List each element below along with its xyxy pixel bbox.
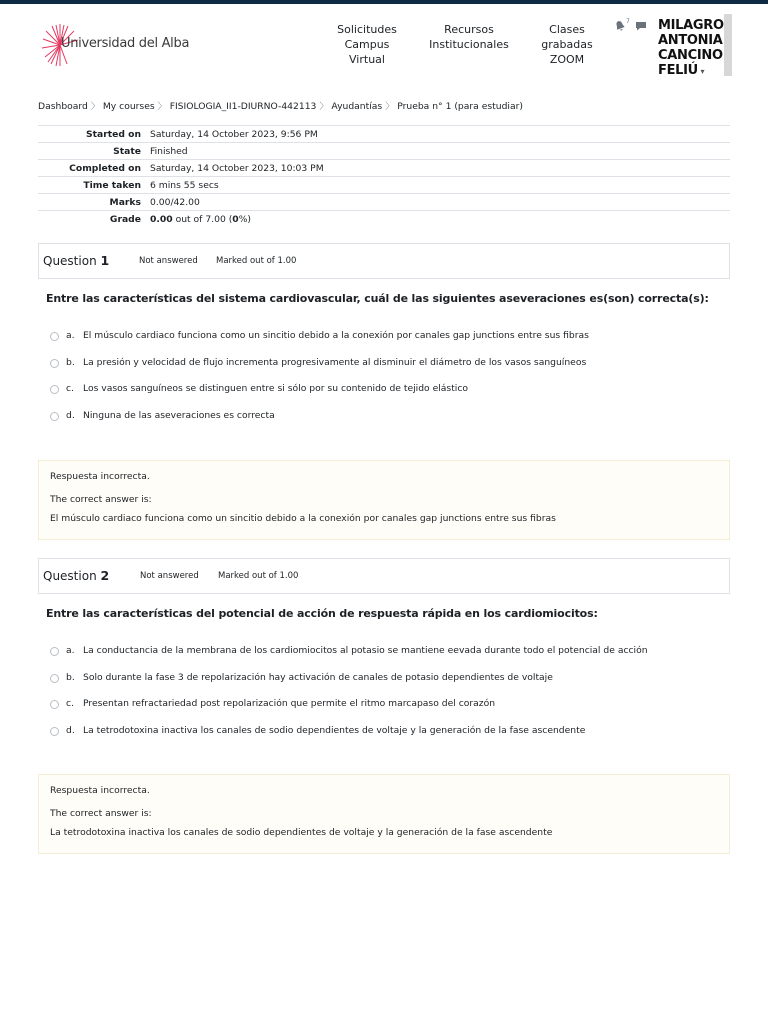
answer-letter: d. [66,725,75,736]
summary-row [38,160,730,177]
radio-button[interactable] [50,332,59,341]
summary-value: Saturday, 14 October 2023, 10:03 PM [150,162,324,174]
feedback-box [38,460,730,540]
radio-button[interactable] [50,700,59,709]
answer-letter: d. [66,410,75,421]
correct-answer-text: El músculo cardiaco funciona como un sincitio debido a la conexión por canales gap junctions entre sus fibras [50,513,556,524]
summary-label: Completed on [69,162,141,174]
answer-text: Los vasos sanguíneos se distinguen entre si sólo por su contenido de tejido elástico [83,383,469,394]
chevron-right-icon: 〉 [319,102,329,112]
nav-clases-grabadas-zoom[interactable]: Clases grabadas ZOOM [541,23,593,66]
summary-row [38,126,730,143]
nav-recursos-institucionales[interactable]: Recursos Institucionales [429,23,509,51]
radio-button[interactable] [50,674,59,683]
grade-out-of: out of 7.00 ( [172,213,233,225]
grade-percent-sign: %) [238,213,252,225]
summary-value-grade [150,211,730,228]
summary-value: 6 mins 55 secs [150,179,219,191]
answer-text: La tetrodotoxina inactiva los canales de sodio dependientes de voltaje y la generación de la fase ascendente [83,725,586,736]
breadcrumb-item[interactable]: Ayudantías [331,101,383,112]
quiz-summary-table [38,125,730,228]
question-marks: Marked out of 1.00 [218,571,299,581]
grade-percent: 0 [232,213,239,225]
summary-label: State [113,145,141,157]
summary-row [38,177,730,194]
breadcrumb-item[interactable]: Prueba n° 1 (para estudiar) [397,101,523,112]
correct-answer-label: The correct answer is: [50,808,152,819]
radio-button[interactable] [50,385,59,394]
answer-letter: b. [66,357,75,368]
summary-label: Marks [109,196,141,208]
chevron-right-icon: 〉 [157,102,167,112]
nav-solicitudes-campus-virtual[interactable]: Solicitudes Campus Virtual [337,23,397,66]
question-state: Not answered [140,571,199,581]
correct-answer-text: La tetrodotoxina inactiva los canales de sodio dependientes de voltaje y la generación de la fase ascendente [50,827,553,838]
radio-button[interactable] [50,359,59,368]
summary-row [38,194,730,211]
question-number: Question 1 [43,253,110,268]
breadcrumb-item[interactable]: Dashboard [38,101,88,112]
question-info-2 [38,558,730,594]
question-state: Not answered [139,256,198,266]
answer-text: Presentan refractariedad post repolarización que permite el ritmo marcapaso del corazón [83,698,496,709]
answer-text: La conductancia de la membrana de los cardiomiocitos al potasio se mantiene eevada durante todo el potencial de acción [83,645,648,656]
drawer-edge [724,14,732,76]
feedback-result: Respuesta incorrecta. [50,471,150,482]
radio-button[interactable] [50,647,59,656]
user-menu[interactable] [658,18,728,79]
answer-letter: b. [66,672,75,683]
breadcrumb-item[interactable]: My courses [102,101,155,112]
chevron-right-icon: 〉 [385,102,395,112]
answer-letter: c. [66,383,74,394]
answer-letter: a. [66,645,75,656]
answer-text: Solo durante la fase 3 de repolarización hay activación de canales de potasio dependientes de voltaje [83,672,553,683]
breadcrumb [38,99,523,112]
navbar [0,4,768,90]
summary-label: Grade [109,213,141,225]
radio-button[interactable] [50,727,59,736]
answer-text: El músculo cardiaco funciona como un sincitio debido a la conexión por canales gap junctions entre sus fibras [83,330,589,341]
logo-text: Universidad del Alba [61,36,190,51]
question-info-1 [38,243,730,279]
question-text: Entre las características del sistema cardiovascular, cuál de las siguientes aseveraciones es(son) correcta(s): [46,292,709,305]
radio-button[interactable] [50,412,59,421]
feedback-result: Respuesta incorrecta. [50,785,150,796]
answer-text: La presión y velocidad de flujo incrementa progresivamente al disminuir el diámetro de los vasos sanguíneos [83,357,587,368]
question-marks: Marked out of 1.00 [216,256,297,266]
summary-row [38,211,730,228]
chevron-down-icon: ▾ [697,67,705,76]
chevron-right-icon: 〉 [90,102,100,112]
user-name: MILAGRO ANTONIA CANCINO FELIÚ [658,18,724,78]
university-logo[interactable] [40,22,200,68]
notification-count: 7 [626,18,630,25]
messages-icon[interactable] [635,21,647,31]
answer-letter: a. [66,330,75,341]
summary-row [38,143,730,160]
answer-letter: c. [66,698,74,709]
summary-label: Time taken [83,179,141,191]
correct-answer-label: The correct answer is: [50,494,152,505]
summary-value: 0.00/42.00 [150,196,200,208]
answer-text: Ninguna de las aseveraciones es correcta [83,410,275,421]
breadcrumb-item[interactable]: FISIOLOGIA_II1-DIURNO-442113 [169,101,317,112]
summary-label: Started on [86,128,141,140]
feedback-box [38,774,730,854]
grade-value: 0.00 [150,213,173,225]
summary-value: Saturday, 14 October 2023, 9:56 PM [150,128,318,140]
summary-value: Finished [150,145,188,157]
question-number: Question 2 [43,568,110,583]
question-text: Entre las características del potencial de acción de respuesta rápida en los cardiomiocitos: [46,607,598,620]
